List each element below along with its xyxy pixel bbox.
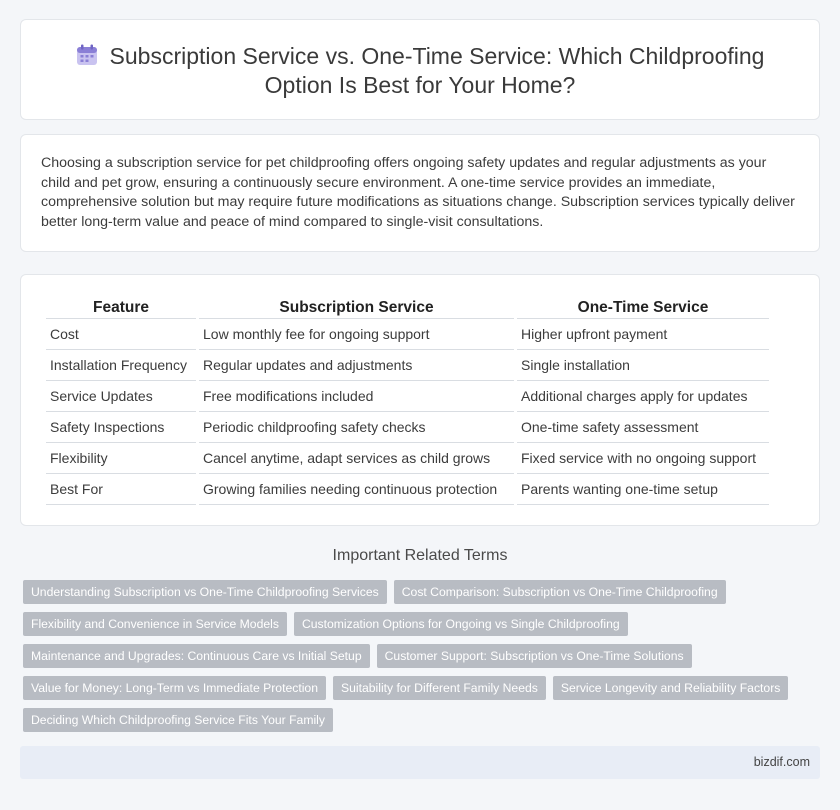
table-cell: Low monthly fee for ongoing support bbox=[199, 319, 514, 350]
table-row bbox=[46, 350, 769, 381]
title-line-2: Option Is Best for Your Home? bbox=[264, 72, 576, 98]
footer-bar bbox=[20, 746, 820, 779]
related-term-tag[interactable]: Understanding Subscription vs One-Time Childproofing Services bbox=[23, 580, 387, 604]
intro-paragraph: Choosing a subscription service for pet childproofing offers ongoing safety updates and regular adjustments as your child and pet grow, ensuring a continuously secure environment. A one-time service provides an immediate, comprehensive solution but may require future modifications as situations change. Subscription services typically deliver better long-term value and peace of mind compared to single-visit consultations. bbox=[41, 155, 795, 230]
page-title bbox=[21, 42, 819, 100]
table-header-row bbox=[46, 297, 769, 319]
footer-site-link[interactable]: bizdif.com bbox=[753, 755, 810, 769]
table-cell: One-time safety assessment bbox=[517, 412, 769, 443]
table-row bbox=[46, 319, 769, 350]
table-cell: Additional charges apply for updates bbox=[517, 381, 769, 412]
table-cell: Flexibility bbox=[46, 443, 196, 474]
table-row bbox=[46, 412, 769, 443]
table-cell: Safety Inspections bbox=[46, 412, 196, 443]
related-term-tag[interactable]: Cost Comparison: Subscription vs One-Time Childproofing bbox=[394, 580, 726, 604]
table-row bbox=[46, 474, 769, 505]
table-cell: Best For bbox=[46, 474, 196, 505]
table-cell: Single installation bbox=[517, 350, 769, 381]
table-cell: Service Updates bbox=[46, 381, 196, 412]
related-term-tag[interactable]: Suitability for Different Family Needs bbox=[333, 676, 546, 700]
table-cell: Cost bbox=[46, 319, 196, 350]
table-row bbox=[46, 443, 769, 474]
table-cell: Fixed service with no ongoing support bbox=[517, 443, 769, 474]
related-term-tag[interactable]: Customer Support: Subscription vs One-Time Solutions bbox=[377, 644, 692, 668]
related-term-tag[interactable]: Customization Options for Ongoing vs Single Childproofing bbox=[294, 612, 628, 636]
table-cell: Growing families needing continuous protection bbox=[199, 474, 514, 505]
header-feature: Feature bbox=[46, 297, 196, 319]
table-cell: Cancel anytime, adapt services as child grows bbox=[199, 443, 514, 474]
related-term-tag[interactable]: Deciding Which Childproofing Service Fits Your Family bbox=[23, 708, 333, 732]
table-cell: Periodic childproofing safety checks bbox=[199, 412, 514, 443]
table-cell: Higher upfront payment bbox=[517, 319, 769, 350]
header-one-time: One-Time Service bbox=[517, 297, 769, 319]
related-term-tag[interactable]: Value for Money: Long-Term vs Immediate Protection bbox=[23, 676, 326, 700]
comparison-table bbox=[43, 297, 772, 505]
title-line-1: Subscription Service vs. One-Time Service: Which Childproofing bbox=[109, 43, 765, 69]
table-cell: Regular updates and adjustments bbox=[199, 350, 514, 381]
header-subscription: Subscription Service bbox=[199, 297, 514, 319]
intro-card bbox=[20, 134, 820, 252]
table-row bbox=[46, 381, 769, 412]
comparison-card bbox=[20, 274, 820, 526]
related-terms-title: Important Related Terms bbox=[332, 547, 508, 564]
related-term-tag[interactable]: Flexibility and Convenience in Service Models bbox=[23, 612, 287, 636]
table-cell: Parents wanting one-time setup bbox=[517, 474, 769, 505]
header-card bbox=[20, 19, 820, 120]
related-term-tag[interactable]: Maintenance and Upgrades: Continuous Care vs Initial Setup bbox=[23, 644, 370, 668]
related-terms-list bbox=[23, 580, 813, 740]
table-cell: Free modifications included bbox=[199, 381, 514, 412]
related-term-tag[interactable]: Service Longevity and Reliability Factors bbox=[553, 676, 788, 700]
calendar-icon bbox=[76, 44, 98, 66]
table-cell: Installation Frequency bbox=[46, 350, 196, 381]
